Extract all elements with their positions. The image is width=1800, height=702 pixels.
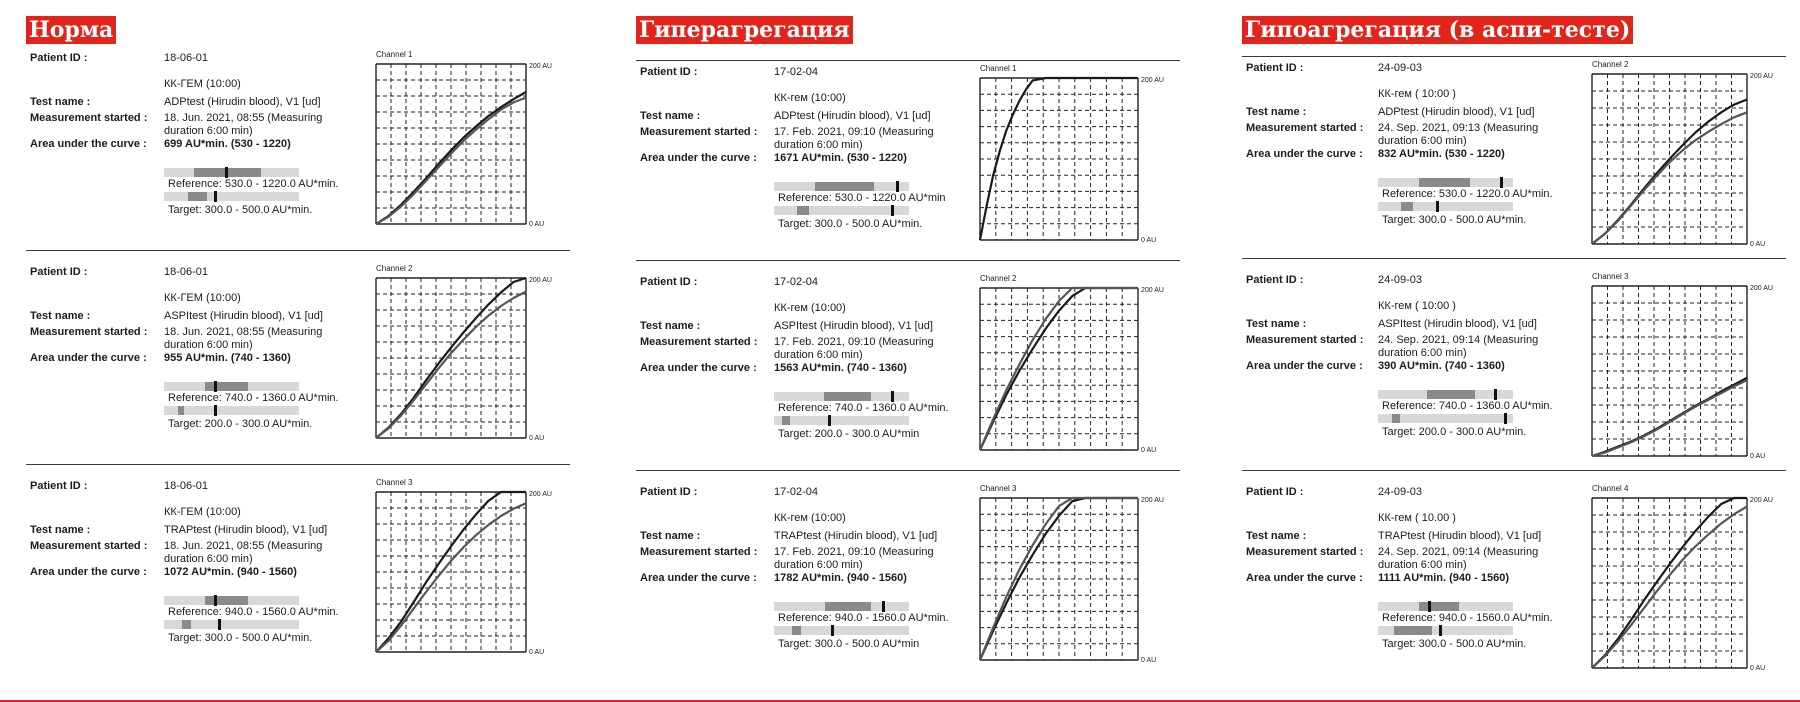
target-bar-marker [218, 619, 221, 630]
measurement-started-label: Measurement started : [1246, 546, 1364, 558]
measurement-started-label: Measurement started : [30, 326, 148, 338]
patient-id-value: 17-02-04 [774, 66, 819, 78]
patient-id-label: Patient ID : [30, 480, 88, 492]
reference-bar-marker [225, 167, 228, 178]
reference-bar-range [815, 182, 874, 191]
reference-bar-marker [882, 601, 885, 612]
auc-label: Area under the curve : [30, 138, 147, 150]
patient-id-label: Patient ID : [1246, 486, 1304, 498]
channel-label: Channel 2 [1592, 60, 1629, 69]
auc-label: Area under the curve : [640, 152, 757, 164]
measurement-started-label: Measurement started : [1246, 334, 1364, 346]
patient-id-value: 24-09-03 [1378, 274, 1423, 286]
target-bar-range [797, 206, 809, 215]
target-range-text: Target: 300.0 - 500.0 AU*min. [778, 218, 923, 230]
y-min-label: 0 AU [1141, 237, 1157, 244]
y-max-label: 200 AU [529, 277, 552, 284]
aggregation-chart [376, 276, 566, 440]
reference-range-text: Reference: 940.0 - 1560.0 AU*min. [1382, 612, 1553, 624]
device-label: КК-ГЕМ (10:00) [164, 292, 241, 304]
target-bar-range [178, 406, 185, 415]
measurement-started-value: 18. Jun. 2021, 08:55 (Measuring duration 6:00 min) [164, 326, 323, 351]
patient-id-value: 18-06-01 [164, 52, 209, 64]
curve-series-1 [1592, 378, 1747, 456]
auc-label: Area under the curve : [640, 362, 757, 374]
measurement-started-label: Measurement started : [640, 546, 758, 558]
patient-id-value: 17-02-04 [774, 486, 819, 498]
target-bar [1378, 202, 1513, 211]
test-name-label: Test name : [1246, 530, 1307, 542]
channel-label: Channel 1 [980, 64, 1017, 73]
auc-value: 1782 AU*min. (940 - 1560) [774, 572, 907, 584]
reference-bar [164, 168, 299, 177]
measurement-started-value: 17. Feb. 2021, 09:10 (Measuring duration 6:00 min) [774, 546, 934, 571]
test-panel [24, 266, 584, 470]
reference-range-text: Reference: 940.0 - 1560.0 AU*min. [778, 612, 949, 624]
measurement-started-value: 24. Sep. 2021, 09:13 (Measuring duration 6:00 min) [1378, 122, 1539, 147]
patient-id-value: 17-02-04 [774, 276, 819, 288]
measurement-started-value: 18. Jun. 2021, 08:55 (Measuring duration 6:00 min) [164, 112, 323, 137]
channel-label: Channel 1 [376, 50, 413, 59]
measurement-started-label: Measurement started : [30, 112, 148, 124]
auc-value: 955 AU*min. (740 - 1360) [164, 352, 291, 364]
reference-bar [774, 392, 909, 401]
device-label: КК-гем (10:00) [774, 92, 846, 104]
target-range-text: Target: 200.0 - 300.0 AU*min. [168, 418, 313, 430]
column-heading: Гиперагрегация [636, 16, 853, 44]
reference-bar-range [1419, 178, 1470, 187]
aggregation-chart [1592, 496, 1787, 670]
divider-rule [636, 260, 1180, 261]
measurement-started-label: Measurement started : [640, 336, 758, 348]
test-name-value: ASPItest (Hirudin blood), V1 [ud] [774, 320, 933, 332]
measurement-started-label: Measurement started : [640, 126, 758, 138]
y-max-label: 200 AU [1141, 497, 1164, 504]
patient-id-value: 18-06-01 [164, 480, 209, 492]
reference-bar-marker [896, 181, 899, 192]
aggregation-chart [980, 76, 1178, 242]
test-name-value: ASPItest (Hirudin blood), V1 [ud] [1378, 318, 1537, 330]
reference-range-text: Reference: 740.0 - 1360.0 AU*min. [1382, 400, 1553, 412]
target-bar-range [182, 620, 191, 629]
test-name-value: TRAPtest (Hirudin blood), V1 [ud] [1378, 530, 1542, 542]
divider-rule [1242, 56, 1786, 57]
reference-bar-range [205, 596, 248, 605]
auc-value: 390 AU*min. (740 - 1360) [1378, 360, 1505, 372]
test-panel [24, 480, 584, 684]
target-bar-range [1392, 414, 1400, 423]
reference-bar-marker [214, 595, 217, 606]
channel-label: Channel 4 [1592, 484, 1629, 493]
test-name-label: Test name : [640, 110, 701, 122]
auc-value: 1072 AU*min. (940 - 1560) [164, 566, 297, 578]
channel-label: Channel 3 [980, 484, 1017, 493]
auc-value: 1111 AU*min. (940 - 1560) [1378, 572, 1510, 584]
device-label: КК-ГЕМ (10:00) [164, 78, 241, 90]
test-name-value: ASPItest (Hirudin blood), V1 [ud] [164, 310, 323, 322]
patient-id-value: 24-09-03 [1378, 486, 1423, 498]
test-name-value: ADPtest (Hirudin blood), V1 [ud] [1378, 106, 1535, 118]
target-range-text: Target: 300.0 - 500.0 AU*min. [1382, 638, 1527, 650]
aggregation-chart [376, 62, 566, 226]
reference-bar-marker [1500, 177, 1503, 188]
reference-range-text: Reference: 740.0 - 1360.0 AU*min. [778, 402, 949, 414]
y-max-label: 200 AU [1750, 285, 1773, 292]
y-min-label: 0 AU [1750, 241, 1766, 248]
device-label: КК-гем (10:00) [774, 302, 846, 314]
measurement-started-value: 18. Jun. 2021, 08:55 (Measuring duration 6:00 min) [164, 540, 323, 565]
test-name-label: Test name : [30, 96, 91, 108]
channel-label: Channel 3 [376, 478, 413, 487]
device-label: КК-гем ( 10:00 ) [1378, 88, 1456, 100]
target-bar-range [188, 192, 207, 201]
measurement-started-value: 24. Sep. 2021, 09:14 (Measuring duration 6:00 min) [1378, 546, 1539, 571]
target-bar [774, 416, 909, 425]
test-name-label: Test name : [640, 320, 701, 332]
measurement-started-value: 17. Feb. 2021, 09:10 (Measuring duration 6:00 min) [774, 126, 934, 151]
test-name-label: Test name : [30, 310, 91, 322]
test-name-value: ADPtest (Hirudin blood), V1 [ud] [164, 96, 321, 108]
aggregation-chart [1592, 284, 1787, 458]
reference-bar-range [1427, 390, 1476, 399]
device-label: КК-гем ( 10.00 ) [1378, 512, 1456, 524]
reference-range-text: Reference: 530.0 - 1220.0 AU*min. [168, 178, 339, 190]
test-panel [634, 276, 1194, 476]
reference-range-text: Reference: 740.0 - 1360.0 AU*min. [168, 392, 339, 404]
target-range-text: Target: 200.0 - 300.0 AU*min. [1382, 426, 1527, 438]
report-column [1240, 0, 1800, 702]
target-range-text: Target: 300.0 - 500.0 AU*min. [1382, 214, 1527, 226]
target-bar-marker [828, 415, 831, 426]
auc-value: 832 AU*min. (530 - 1220) [1378, 148, 1505, 160]
test-panel [1240, 62, 1800, 264]
channel-label: Channel 3 [1592, 272, 1629, 281]
y-min-label: 0 AU [1750, 665, 1766, 672]
measurement-started-label: Measurement started : [1246, 122, 1364, 134]
test-panel [1240, 274, 1800, 476]
target-bar-marker [891, 205, 894, 216]
target-range-text: Target: 300.0 - 500.0 AU*min. [168, 204, 313, 216]
test-name-value: TRAPtest (Hirudin blood), V1 [ud] [774, 530, 938, 542]
target-bar [164, 620, 299, 629]
reference-bar-marker [891, 391, 894, 402]
auc-value: 1563 AU*min. (740 - 1360) [774, 362, 907, 374]
y-max-label: 200 AU [1141, 77, 1164, 84]
auc-label: Area under the curve : [1246, 148, 1363, 160]
target-bar-marker [1439, 625, 1442, 636]
patient-id-label: Patient ID : [30, 266, 88, 278]
target-bar [774, 206, 909, 215]
reference-bar-range [205, 382, 248, 391]
column-heading: Норма [26, 16, 116, 44]
patient-id-label: Patient ID : [640, 276, 698, 288]
target-range-text: Target: 300.0 - 500.0 AU*min [778, 638, 920, 650]
divider-rule [636, 470, 1180, 471]
target-bar-range [1401, 202, 1413, 211]
target-bar [1378, 626, 1513, 635]
test-name-value: TRAPtest (Hirudin blood), V1 [ud] [164, 524, 328, 536]
reference-bar-range [1419, 602, 1460, 611]
y-min-label: 0 AU [529, 435, 545, 442]
divider-rule [26, 250, 570, 251]
column-heading: Гипоагрегация (в аспи-тесте) [1242, 16, 1633, 44]
reference-bar [774, 182, 909, 191]
aggregation-chart [980, 286, 1178, 452]
measurement-started-value: 17. Feb. 2021, 09:10 (Measuring duration 6:00 min) [774, 336, 934, 361]
test-panel [1240, 486, 1800, 688]
target-bar [164, 192, 299, 201]
reference-bar-range [824, 392, 871, 401]
patient-id-label: Patient ID : [1246, 62, 1304, 74]
reference-bar-marker [1494, 389, 1497, 400]
test-name-label: Test name : [30, 524, 91, 536]
y-max-label: 200 AU [1750, 73, 1773, 80]
report-column [24, 0, 584, 702]
auc-label: Area under the curve : [1246, 572, 1363, 584]
auc-label: Area under the curve : [640, 572, 757, 584]
divider-rule [1242, 258, 1786, 259]
aggregation-chart [376, 490, 566, 654]
reference-range-text: Reference: 940.0 - 1560.0 AU*min. [168, 606, 339, 618]
reference-bar-range [825, 602, 871, 611]
target-bar-range [782, 416, 790, 425]
test-panel [24, 52, 584, 256]
target-bar-marker [214, 191, 217, 202]
reference-bar [164, 596, 299, 605]
patient-id-label: Patient ID : [1246, 274, 1304, 286]
test-name-label: Test name : [1246, 318, 1307, 330]
y-min-label: 0 AU [1141, 657, 1157, 664]
test-panel [634, 66, 1194, 266]
auc-value: 1671 AU*min. (530 - 1220) [774, 152, 907, 164]
y-max-label: 200 AU [1141, 287, 1164, 294]
target-bar [1378, 414, 1513, 423]
reference-bar [774, 602, 909, 611]
test-name-value: ADPtest (Hirudin blood), V1 [ud] [774, 110, 931, 122]
y-max-label: 200 AU [529, 63, 552, 70]
reference-range-text: Reference: 530.0 - 1220.0 AU*min [778, 192, 946, 204]
y-min-label: 0 AU [1141, 447, 1157, 454]
divider-rule [1242, 470, 1786, 471]
y-min-label: 0 AU [529, 221, 545, 228]
y-max-label: 200 AU [529, 491, 552, 498]
patient-id-label: Patient ID : [640, 66, 698, 78]
target-bar [164, 406, 299, 415]
auc-value: 699 AU*min. (530 - 1220) [164, 138, 291, 150]
device-label: КК-ГЕМ (10:00) [164, 506, 241, 518]
auc-label: Area under the curve : [1246, 360, 1363, 372]
target-bar-marker [831, 625, 834, 636]
y-min-label: 0 AU [1750, 453, 1766, 460]
reference-bar [1378, 602, 1513, 611]
device-label: КК-гем ( 10:00 ) [1378, 300, 1456, 312]
reference-range-text: Reference: 530.0 - 1220.0 AU*min. [1382, 188, 1553, 200]
aggregation-chart [980, 496, 1178, 662]
reference-bar [1378, 390, 1513, 399]
reference-bar [164, 382, 299, 391]
target-bar-range [792, 626, 801, 635]
auc-label: Area under the curve : [30, 566, 147, 578]
measurement-started-value: 24. Sep. 2021, 09:14 (Measuring duration 6:00 min) [1378, 334, 1539, 359]
target-bar-marker [1504, 413, 1507, 424]
test-panel [634, 486, 1194, 686]
target-bar [774, 626, 909, 635]
test-name-label: Test name : [640, 530, 701, 542]
reference-bar-marker [214, 381, 217, 392]
target-bar-marker [214, 405, 217, 416]
auc-label: Area under the curve : [30, 352, 147, 364]
aggregation-chart [1592, 72, 1787, 246]
patient-id-value: 18-06-01 [164, 266, 209, 278]
measurement-started-label: Measurement started : [30, 540, 148, 552]
target-range-text: Target: 300.0 - 500.0 AU*min. [168, 632, 313, 644]
divider-rule [636, 60, 1180, 61]
target-bar-marker [1436, 201, 1439, 212]
reference-bar-marker [1428, 601, 1431, 612]
target-bar-range [1394, 626, 1432, 635]
report-column [634, 0, 1194, 702]
y-min-label: 0 AU [529, 649, 545, 656]
test-name-label: Test name : [1246, 106, 1307, 118]
y-max-label: 200 AU [1750, 497, 1773, 504]
divider-rule [26, 464, 570, 465]
patient-id-label: Patient ID : [640, 486, 698, 498]
patient-id-value: 24-09-03 [1378, 62, 1423, 74]
curve-series-2 [1592, 507, 1747, 669]
reference-bar [1378, 178, 1513, 187]
target-range-text: Target: 200.0 - 300.0 AU*min [778, 428, 920, 440]
device-label: КК-гем (10:00) [774, 512, 846, 524]
channel-label: Channel 2 [376, 264, 413, 273]
patient-id-label: Patient ID : [30, 52, 88, 64]
channel-label: Channel 2 [980, 274, 1017, 283]
